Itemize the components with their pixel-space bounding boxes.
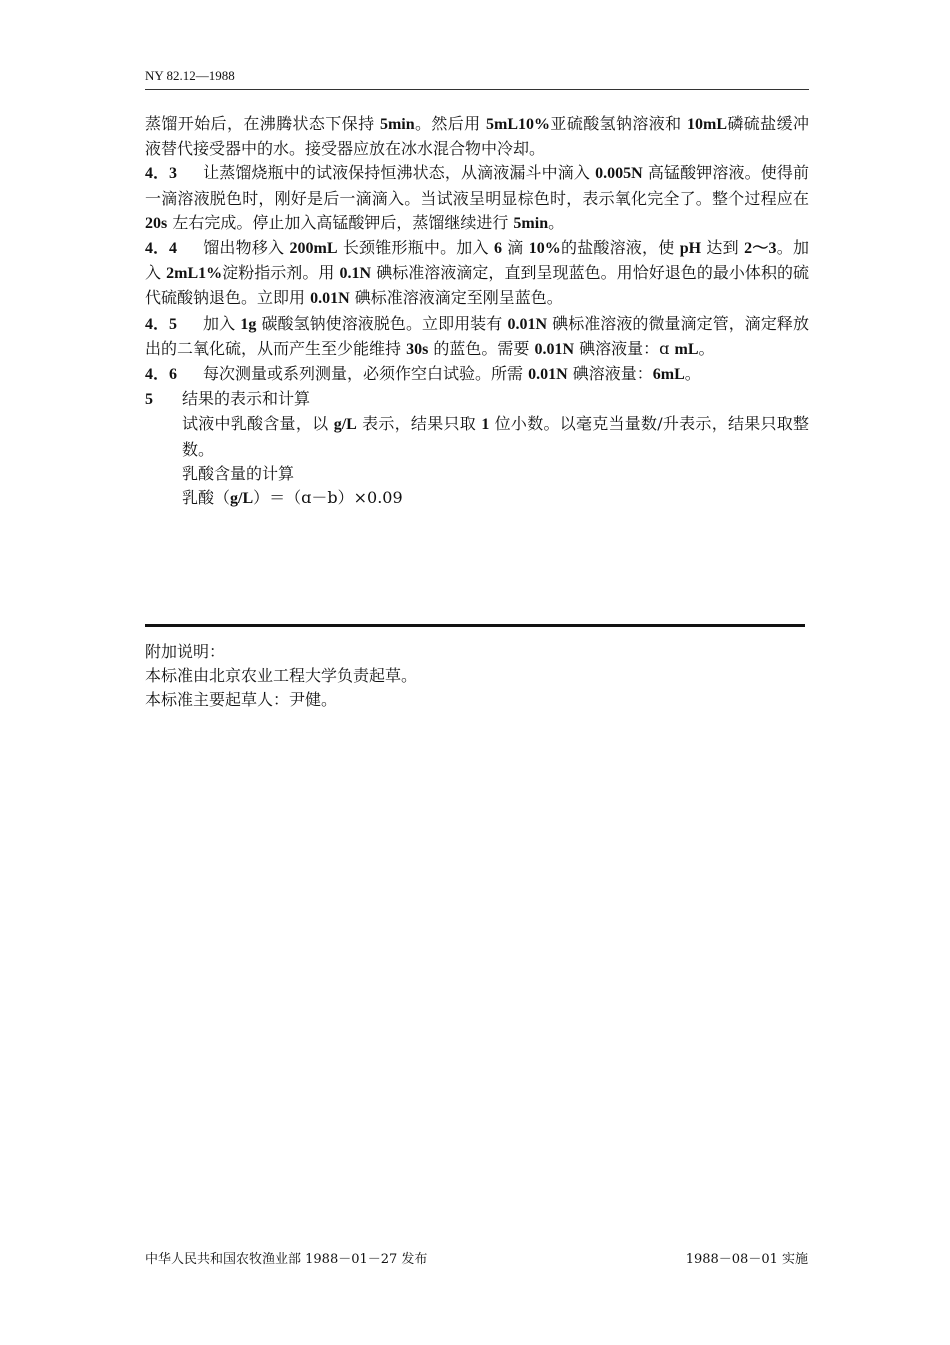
notes-title: 附加说明：	[145, 642, 226, 661]
standard-code: NY 82.12—1988	[145, 68, 235, 83]
notes-drafting-unit: 本标准由北京农业工程大学负责起草。	[145, 666, 418, 685]
clause-4-4: 4．4 馏出物移入 200mL 长颈锥形瓶中。加入 6 滴 10%的盐酸溶液，使 pH 达到 2～3。加入 2mL1%淀粉指示剂。用 0.1N 碘标准溶液滴定，直到呈现蓝色。用恰好退色的最小体积的硫代硫酸钠退色。立即用 0.01N 碘标准溶液滴定至刚呈蓝色。	[145, 238, 810, 308]
clause-number: 4．5	[145, 315, 178, 333]
notes-drafter: 本标准主要起草人：尹健。	[145, 690, 338, 709]
clause-4-5: 4．5 加入 1g 碳酸氢钠使溶液脱色。立即用装有 0.01N 碘标准溶液的微量滴定管，滴定释放出的二氧化硫，从而产生至少能维持 30s 的蓝色。需要 0.01N 碘溶液量：ɑ mL。	[145, 313, 809, 358]
continuation-paragraph: 蒸馏开始后，在沸腾状态下保持 5min。然后用 5mL10%亚硫酸氢钠溶液和 10mL磷硫盐缓冲液替代接受器中的水。接受器应放在冰水混合物中冷却。	[145, 114, 809, 159]
clause-number: 4．6	[145, 366, 178, 384]
clause-4-6: 4．6 每次测量或系列测量，必须作空白试验。所需 0.01N 碘溶液量：6mL。	[145, 362, 809, 387]
clause-number: 4．4	[145, 240, 178, 258]
result-expression-paragraph: 试液中乳酸含量，以 g/L 表示，结果只取 1 位小数。以毫克当量数/升表示，结果只取整数。	[182, 414, 809, 459]
section-divider	[145, 624, 805, 627]
effective-date: 1988－08－01 实施	[685, 1252, 808, 1267]
issue-date: 中华人民共和国农牧渔业部 1988－01－27 发布	[145, 1252, 428, 1267]
section-title: 结果的表示和计算	[182, 389, 311, 409]
additional-notes	[145, 640, 805, 712]
clause-4-3: 4．3 让蒸馏烧瓶中的试液保持恒沸状态，从滴液漏斗中滴入 0.005N 高锰酸钾溶液。使得前一滴溶液脱色时，刚好是后一滴滴入。当试液呈明显棕色时，表示氧化完全了。整个过程应在 20s 左右完成。停止加入高锰酸钾后，蒸馏继续进行 5min。	[145, 163, 809, 232]
clause-number: 4．3	[145, 165, 178, 183]
section-5-heading	[145, 387, 809, 412]
formula: 乳酸（g/L）＝（ɑ－b）×0.09	[182, 488, 403, 508]
header-divider	[145, 89, 809, 90]
section-number: 5	[145, 391, 153, 409]
document-body	[145, 112, 809, 511]
calculation-heading: 乳酸含量的计算	[182, 463, 295, 483]
